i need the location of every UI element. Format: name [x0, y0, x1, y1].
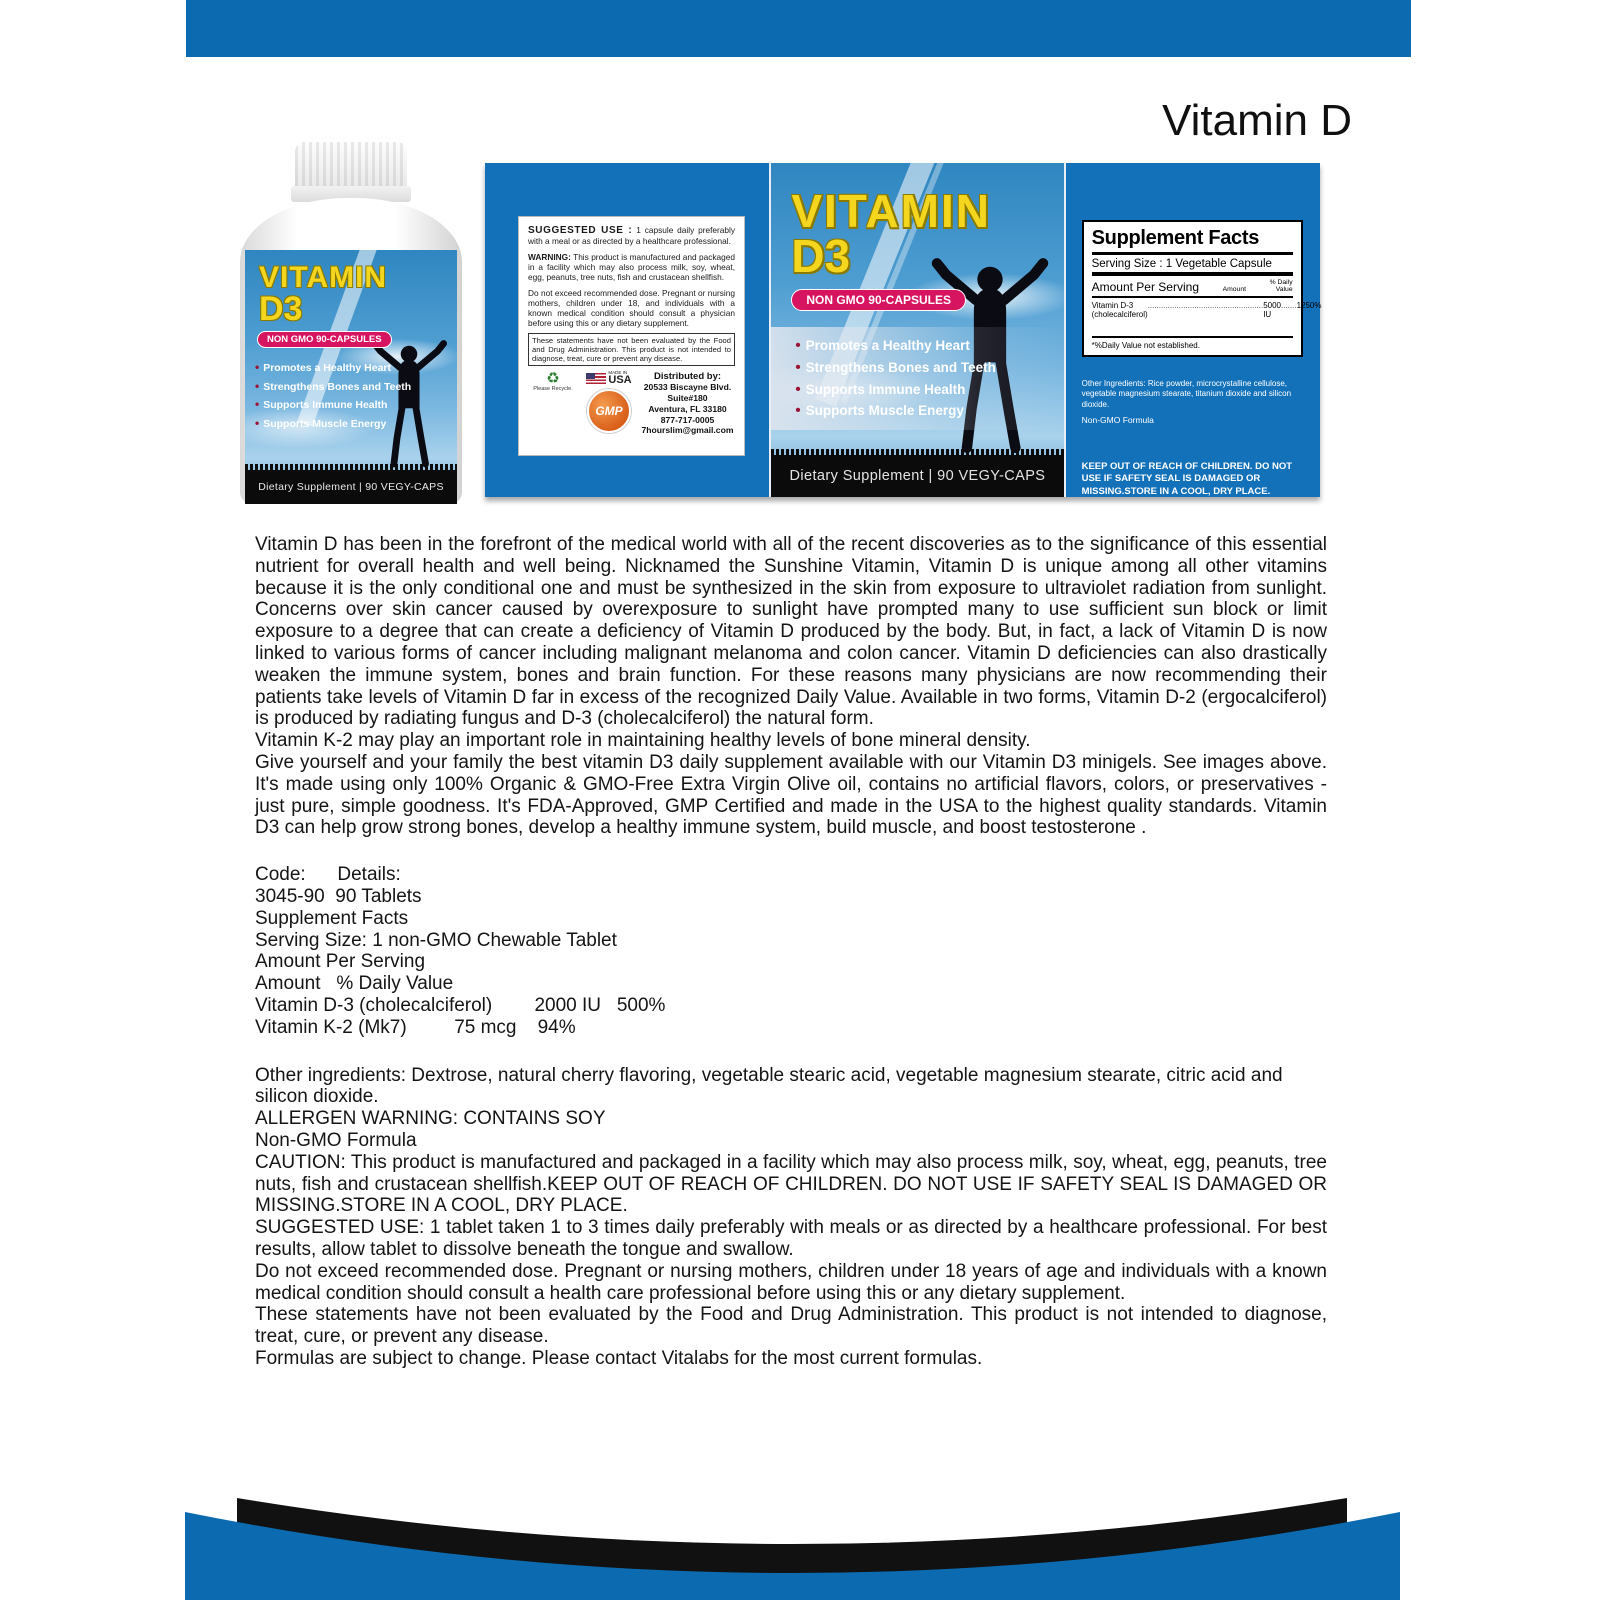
- non-gmo-badge: NON GMO 90-CAPSULES: [791, 289, 966, 311]
- brand-line2: D3: [259, 289, 303, 328]
- benefit-item: • Supports Muscle Energy: [255, 414, 457, 433]
- distributed-line: Aventura, FL 33180: [648, 403, 727, 414]
- brand-line2: D3: [791, 230, 851, 283]
- made-in-usa-row: [578, 371, 640, 387]
- details-line: Vitamin D-3 (cholecalciferol) 2000 IU 500%: [255, 994, 666, 1016]
- amount-per-serving-row: [1092, 276, 1293, 298]
- gmp-badge-icon: GMP: [587, 389, 631, 433]
- other-ingredients-block: [255, 1065, 1327, 1130]
- label-panel-left: [485, 163, 771, 497]
- bottom-banner: [185, 1498, 1400, 1600]
- bottle-label: [245, 250, 457, 504]
- warning-label: WARNING:: [528, 251, 571, 262]
- serving-size: Serving Size : 1 Vegetable Capsule: [1092, 255, 1293, 276]
- label-panel-right: [1064, 163, 1320, 497]
- details-line: Amount Per Serving: [255, 951, 426, 973]
- nutrient-amount: 5000 IU: [1263, 300, 1281, 319]
- benefit-item: • Promotes a Healthy Heart: [255, 358, 457, 377]
- usa-flag-icon: [586, 373, 606, 384]
- allergen-warning: ALLERGEN WARNING: CONTAINS SOY: [255, 1108, 606, 1130]
- benefit-item: • Supports Immune Health: [255, 395, 457, 414]
- details-line: 3045-90 90 Tablets: [255, 885, 422, 907]
- recycle-icon: ♻: [546, 369, 560, 387]
- made-in-label: MADE IN: [608, 369, 628, 375]
- dot-leader: .......: [1281, 300, 1297, 310]
- amount-column-header: Amount: [1222, 286, 1246, 294]
- other-ingredients: Other Ingredients: Rice powder, microcrystalline cellulose, vegetable magnesium stearate, titanium dioxide and silicon dioxide.: [1081, 379, 1292, 409]
- brand-line1: VITAMIN: [259, 261, 388, 294]
- suggested-use-text: 1 capsule daily preferably with a meal or as directed by a healthcare professional.: [528, 225, 735, 246]
- brand-name: [245, 250, 457, 328]
- other-ingredients-text: Other ingredients: Dextrose, natural cherry flavoring, vegetable stearic acid, vegetable magnesium stearate, citric acid and silicon dioxide.: [255, 1064, 1283, 1108]
- dose-warning-text: Do not exceed recommended dose. Pregnant or nursing mothers, children under 18 years of age and individuals with a known medical condition should consult a health care professional before using this or any dietary supplement.: [255, 1260, 1327, 1304]
- non-gmo-badge: NON GMO 90-CAPSULES: [257, 331, 392, 348]
- distributed-line: 20533 Biscayne Blvd.: [643, 382, 732, 393]
- benefit-item: • Strengthens Bones and Teeth: [255, 377, 457, 396]
- dose-paragraph: Do not exceed recommended dose. Pregnant or nursing mothers, children under 18, and individuals with a known medical condition should consult a physician before using this or any dietary supplement.: [528, 287, 735, 328]
- distributed-by-block: [640, 371, 735, 436]
- description-paragraph-3: Give yourself and your family the best vitamin D3 daily supplement available with our Vitamin D3 minigels. See images above. It's made using only 100% Organic & GMO-Free Extra Virgin Olive oil, contains no artificial flavors, colors, or preservatives - just pure, simple goodness. It's FDA-Approved, GMP Certified and made in the USA to the highest quality standards. Vitamin D3 can help grow strong bones, develop a healthy immune system, build muscle, and boost testosterone .: [255, 751, 1327, 839]
- label-panel-center: [771, 163, 1063, 497]
- details-line: Serving Size: 1 non-GMO Chewable Tablet: [255, 929, 617, 951]
- non-gmo-formula: Non-GMO Formula: [1081, 415, 1154, 425]
- warning-paragraph: [528, 253, 735, 283]
- nutrient-name: Vitamin D-3 (cholecalciferol): [1091, 300, 1148, 319]
- distributed-by-title: Distributed by:: [653, 370, 722, 382]
- product-bottle-image: [240, 142, 462, 504]
- amount-per-serving-label: Amount Per Serving: [1091, 279, 1199, 294]
- made-in-usa-block: [578, 371, 640, 434]
- bottle-cap: [295, 142, 407, 192]
- fda-disclaimer-text: These statements have not been evaluated by the Food and Drug Administration. This product is not intended to diagnose, treat, cure, or prevent any disease.: [255, 1304, 1327, 1348]
- usage-warning-box: [518, 216, 745, 456]
- formulas-note: Formulas are subject to change. Please contact Vitalabs for the most current formulas.: [255, 1347, 983, 1369]
- description-paragraph-2: Vitamin K-2 may play an important role in maintaining healthy levels of bone mineral density.: [255, 730, 1031, 752]
- nutrient-daily-value: 1250%: [1296, 300, 1322, 310]
- suggested-use-paragraph: [528, 225, 735, 247]
- daily-value-line2: Value: [1275, 286, 1293, 294]
- dot-leader: ....................................................: [1147, 300, 1264, 310]
- distributed-line: 7hourslim@gmail.com: [641, 425, 734, 436]
- benefit-item: • Supports Muscle Energy: [795, 400, 1063, 422]
- usa-label: USA: [608, 374, 632, 387]
- benefit-list: [255, 358, 457, 433]
- details-line: Supplement Facts: [255, 907, 409, 929]
- product-description: [255, 534, 1327, 1370]
- keep-out-warning: KEEP OUT OF REACH OF CHILDREN. DO NOT USE IF SAFETY SEAL IS DAMAGED OR MISSING.STORE IN A COOL, DRY PLACE.: [1081, 461, 1293, 497]
- description-paragraph-1: Vitamin D has been in the forefront of the medical world with all of the recent discoveries as to the significance of this essential nutrient for overall health and well being. Nicknamed the Sunshine Vitamin, Vitamin D is unique among all other vitamins because it is the only conditional one and must be synthesized in the skin from exposure to ultraviolet radiation from sunlight. Concerns over skin cancer caused by overexposure to sunlight have prompted many to use sufficient sun block or limit exposure to a degree that can create a deficiency of Vitamin D produced by the body. But, in fact, a lack of Vitamin D is now linked to various forms of cancer including malignant melanoma and colon cancer. Vitamin D deficiencies can also drastically weaken the immune system, bones and brain function. For these reasons many physicians are now recommending their patients take levels of Vitamin D far in excess of the recognized Daily Value. Available in two forms, Vitamin D-2 (ergocalciferol) is produced by radiating fungus and D-3 (cholecalciferol) the natural form.: [255, 534, 1327, 730]
- daily-value-column-header: [1270, 279, 1293, 294]
- label-icons-row: [528, 371, 735, 436]
- label-strip: [485, 163, 1320, 497]
- details-line: Amount % Daily Value: [255, 973, 454, 995]
- vitamin-d3-row: [1091, 298, 1322, 320]
- facts-divider: [1092, 320, 1293, 338]
- page-title: Vitamin D: [1162, 96, 1352, 145]
- warning-text: This product is manufactured and packaged in a facility which may also process milk, soy, wheat, egg, peanuts, tree nuts, fish and crustacean shellfish.: [528, 251, 735, 282]
- brand-name: [771, 163, 1063, 283]
- supplement-facts-box: [1082, 220, 1322, 357]
- daily-value-footnote: *%Daily Value not established.: [1091, 340, 1200, 350]
- suggested-use-label: SUGGESTED USE :: [528, 225, 633, 236]
- caution-text: CAUTION: This product is manufactured and packaged in a facility which may also process milk, soy, wheat, egg, peanuts, tree nuts, fish and crustacean shellfish.KEEP OUT OF REACH OF CHILDREN. DO NOT USE IF SAFETY SEAL IS DAMAGED OR MISSING.STORE IN A COOL, DRY PLACE.: [255, 1151, 1327, 1217]
- distributed-line: 877-717-0005: [660, 414, 715, 425]
- details-line: Vitamin K-2 (Mk7) 75 mcg 94%: [255, 1016, 576, 1038]
- benefit-item: • Strengthens Bones and Teeth: [795, 357, 1063, 379]
- distributed-line: Suite#180: [667, 393, 708, 404]
- details-block: [255, 864, 1327, 1038]
- fda-disclaimer-box: These statements have not been evaluated by the Food and Drug Administration. This product is not intended to diagnose, treat, cure or prevent any disease.: [528, 333, 735, 366]
- non-gmo-formula-text: Non-GMO Formula: [255, 1129, 417, 1151]
- details-line: Code: Details:: [255, 864, 401, 886]
- top-banner: [186, 0, 1411, 57]
- dietary-supplement-band: Dietary Supplement | 90 VEGY-CAPS: [771, 455, 1063, 497]
- brand-line1: VITAMIN: [791, 185, 991, 237]
- benefit-item: • Supports Immune Health: [795, 379, 1063, 401]
- benefit-item: • Promotes a Healthy Heart: [795, 335, 1063, 357]
- supplement-facts-title: Supplement Facts: [1092, 227, 1293, 255]
- recycle-label: Please Recycle.: [533, 385, 573, 392]
- dietary-supplement-band: Dietary Supplement | 90 VEGY-CAPS: [245, 470, 457, 504]
- daily-value-line1: % Daily: [1269, 279, 1293, 286]
- benefit-list: [771, 327, 1063, 430]
- recycle-block: [528, 371, 578, 393]
- suggested-use-text: SUGGESTED USE: 1 tablet taken 1 to 3 times daily preferably with meals or as directed by a healthcare professional. For best results, allow tablet to dissolve beneath the tongue and swallow.: [255, 1217, 1327, 1260]
